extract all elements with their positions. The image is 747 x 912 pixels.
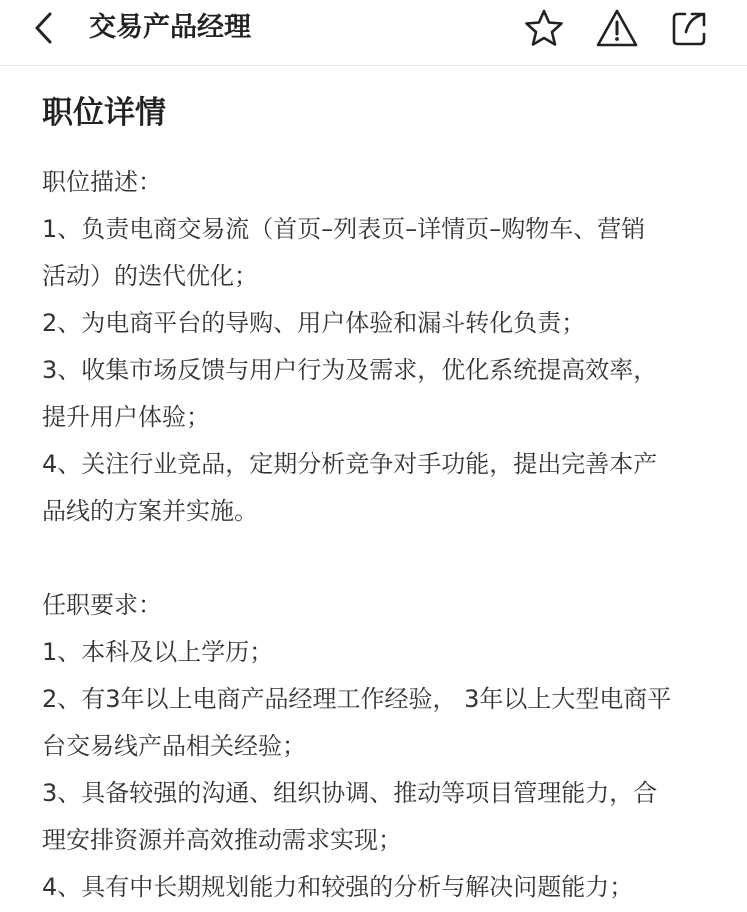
report-button[interactable] <box>595 6 639 50</box>
share-icon <box>669 8 709 48</box>
back-button[interactable] <box>26 8 62 48</box>
text-line: 1、本科及以上学历； <box>42 638 274 666</box>
job-description <box>42 159 707 911</box>
text-line: 品线的方案并实施。 <box>42 497 258 525</box>
back-chevron-icon <box>32 11 56 45</box>
text-line: 职位描述： <box>42 168 162 196</box>
text-line: 4、关注行业竞品，定期分析竞争对手功能，提出完善本产 <box>42 450 658 478</box>
star-icon <box>524 8 564 48</box>
warning-icon <box>595 8 639 48</box>
share-button[interactable] <box>667 6 711 50</box>
nav-header <box>0 0 747 66</box>
blank-line <box>42 535 707 582</box>
favorite-button[interactable] <box>522 6 566 50</box>
text-line: 2、为电商平台的导购、用户体验和漏斗转化负责； <box>42 309 586 337</box>
section-title: 职位详情 <box>42 95 166 131</box>
text-line: 3、具备较强的沟通、组织协调、推动等项目管理能力，合 <box>42 779 658 807</box>
page-title: 交易产品经理 <box>89 12 251 43</box>
text-line: 3、收集市场反馈与用户行为及需求，优化系统提高效率， <box>42 356 658 384</box>
text-line: 台交易线产品相关经验； <box>42 732 306 760</box>
text-line: 理安排资源并高效推动需求实现； <box>42 826 402 854</box>
text-line: 任职要求： <box>42 591 162 619</box>
text-line: 4、具有中长期规划能力和较强的分析与解决问题能力； <box>42 873 634 901</box>
text-line: 提升用户体验； <box>42 403 210 431</box>
text-line: 活动）的迭代优化； <box>42 262 258 290</box>
text-line: 1、负责电商交易流（首页–列表页–详情页–购物车、营销 <box>42 215 646 243</box>
text-line: 2、有3年以上电商产品经理工作经验， 3年以上大型电商平 <box>42 685 672 713</box>
